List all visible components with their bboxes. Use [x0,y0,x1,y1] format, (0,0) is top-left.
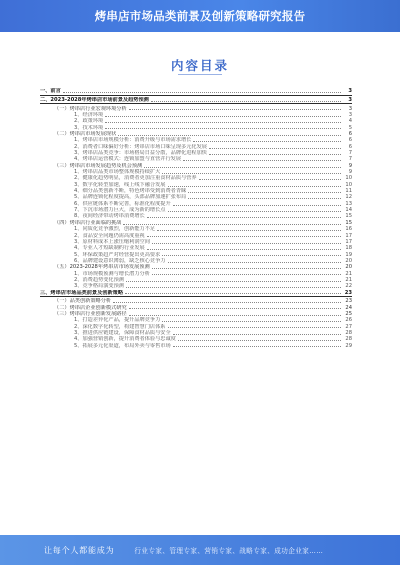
toc-entry-page-number: 12 [345,194,352,201]
toc-dot-leader [162,255,341,256]
toc-dot-leader [151,101,341,102]
toc-entry-label: 4、细分品类创新不断，特色烤串受到消费者青睐 [74,188,187,195]
table-of-contents [40,88,352,506]
toc-entry-page-number: 9 [348,169,352,176]
toc-entry-page-number: 21 [345,276,352,283]
toc-dot-leader [209,154,341,155]
toc-entry-page-number: 23 [345,298,352,305]
toc-entry-page-number: 21 [345,270,352,277]
toc-entry-label: 3、竞争格局演变预测 [74,283,124,290]
toc-dot-leader [199,179,341,180]
toc-dot-leader [144,167,341,168]
toc-entry-page-number: 19 [345,251,352,258]
footer-roles: 行业专家、管理专家、营销专家、战略专家、成功企业家…… [134,547,324,555]
toc-entry[interactable] [40,342,352,348]
toc-dot-leader [113,302,341,303]
toc-entry-label: 8、夜间经济带动烤串消费增长 [74,213,145,220]
toc-dot-leader [125,293,341,294]
footer-slogan: 让每个人都能成为 [44,545,115,555]
toc-dot-leader [209,148,341,149]
toc-dot-leader [173,334,341,335]
toc-entry-label: 3、烤串店品类竞争：市场格局日益分散，品牌化进程加快 [74,150,207,157]
toc-entry-page-number: 13 [345,200,352,207]
toc-dot-leader [105,116,341,117]
toc-entry-page-number: 14 [345,207,352,214]
toc-entry-label: （五）2023-2028年烤串店市场发展预测 [54,264,150,271]
toc-entry-page-number: 28 [345,336,352,343]
toc-entry-page-number: 15 [345,213,352,220]
toc-entry-page-number: 22 [345,283,352,290]
toc-dot-leader [147,217,341,218]
toc-entry-page-number: 6 [348,137,352,144]
toc-dot-leader [123,224,341,225]
toc-entry-label: 3、数字化转型加速，线上线下融合发展 [74,181,166,188]
toc-dot-leader [152,274,341,275]
toc-dot-leader [188,198,341,199]
footer-banner [0,535,400,565]
toc-entry-label: 2、政策环境 [74,118,104,125]
toc-dot-leader [168,262,342,263]
toc-dot-leader [63,92,341,93]
toc-dot-leader [188,192,341,193]
toc-entry-page-number: 24 [345,304,352,311]
chapter-divider [40,103,352,104]
toc-dot-leader [162,173,341,174]
toc-entry-label: 2、深化数字化转型，构建智慧门店体系 [74,323,166,330]
toc-entry-page-number: 4 [348,118,352,125]
toc-entry-page-number: 23 [344,289,352,296]
toc-entry-label: 1、烤串店品类市场整体规模持续扩大 [74,169,161,176]
toc-entry[interactable] [40,88,352,94]
toc-entry-page-number: 26 [345,317,352,324]
chapter-divider [40,296,352,297]
toc-dot-leader [152,268,341,269]
toc-entry-page-number: 29 [345,342,352,349]
toc-dot-leader [105,122,341,123]
toc-dot-leader [162,321,341,322]
toc-heading: 内容目录 [170,58,229,73]
chapter-divider [40,95,352,96]
toc-entry-label: （四）烤串店行业面临的挑战 [54,219,122,226]
toc-entry-page-number: 17 [345,232,352,239]
toc-entry-label: 1、市场规模预测与增长潜力分析 [74,270,150,277]
toc-entry-label: （二）烤串店企业创新模式研究 [54,304,127,311]
toc-entry-page-number: 3 [348,111,352,118]
toc-dot-leader [168,186,342,187]
toc-dot-leader [168,327,342,328]
toc-entry-label: 4、专业人才短缺制约行业发展 [74,245,145,252]
toc-entry-page-number: 11 [345,188,352,195]
toc-entry-label: 1、经济环境 [74,111,104,118]
toc-entry-page-number: 10 [345,181,352,188]
toc-entry[interactable] [40,289,352,295]
toc-entry-page-number: 7 [348,150,352,157]
toc-entry-label: 3、技术环境 [74,124,104,131]
toc-entry-label: 5、环保政策趋严对经营提出更高要求 [74,251,161,258]
toc-dot-leader [126,281,341,282]
toc-dot-leader [193,141,341,142]
toc-entry-page-number: 7 [348,156,352,163]
toc-entry-label: 5、拓展多元化渠道，布局外卖与零售市场 [74,342,171,349]
toc-entry-page-number: 3 [348,105,352,112]
toc-entry-label: 6、供应链体系不断完善，标准化程度提升 [74,200,171,207]
toc-entry-page-number: 6 [348,131,352,137]
toc-dot-leader [129,308,341,309]
toc-entry-label: 6、品牌建设意识薄弱，缺乏核心竞争力 [74,257,166,264]
toc-entry-page-number: 18 [345,245,352,252]
toc-entry-page-number: 25 [345,310,352,317]
toc-entry-page-number: 10 [345,175,352,182]
toc-entry-label: 二、2023-2028年烤串店市场前景及趋势预测 [40,96,149,103]
toc-entry-label: 2、健康化趋势明显，消费者更加注重食材品质与营养 [74,175,197,182]
toc-entry-label: （一）烤串店行业宏观环境分析 [54,105,127,112]
toc-entry-label: 4、烤串店运营模式：连锁加盟与直营并行发展 [74,156,182,163]
toc-entry-label: 1、烤串店市场规模分析：消费升级与市场需求增长 [74,137,192,144]
report-header-banner [0,0,400,32]
toc-entry[interactable] [40,97,352,103]
toc-entry-page-number: 20 [345,264,352,271]
toc-entry-page-number: 16 [345,226,352,233]
toc-entry-label: 三、烤串店市场品类前景及创新策略 [40,289,124,296]
toc-dot-leader [183,160,341,161]
toc-dot-leader [152,243,341,244]
toc-entry-page-number: 17 [345,238,352,245]
toc-entry-label: （二）烤串店市场发展现状 [54,131,117,137]
toc-entry-label: 7、下沉市场潜力巨大，成为新的增长点 [74,207,166,214]
toc-dot-leader [147,249,341,250]
toc-entry-label: 5、品牌连锁化程度提高，头部品牌加速扩张布局 [74,194,187,201]
toc-entry-page-number: 5 [348,124,352,131]
toc-dot-leader [178,340,341,341]
toc-entry-label: 2、消费趋势变化预测 [74,276,124,283]
toc-entry-label: （一）品类创新策略分析 [54,298,112,305]
toc-dot-leader [105,128,341,129]
toc-entry-page-number: 15 [345,219,352,226]
toc-dot-leader [157,230,341,231]
toc-entry-label: 1、同质化竞争激烈，创新能力不足 [74,226,156,233]
toc-entry-label: 一、前言 [40,88,61,95]
toc-dot-leader [126,287,341,288]
toc-entry-page-number: 9 [348,162,352,169]
toc-entry-label: 1、打造差异化产品，提升品牌竞争力 [74,317,161,324]
toc-dot-leader [173,346,341,347]
report-title: 烤串店市场品类前景及创新策略研究报告 [94,9,306,23]
toc-entry-label: 2、消费者口味偏好分析：烤串店市场口味呈现多元化发展 [74,143,207,150]
toc-dot-leader [129,315,341,316]
toc-entry-page-number: 28 [345,329,352,336]
toc-entry-label: 3、推进供应链建设，保障食材品质与安全 [74,329,171,336]
toc-entry-label: 2、食品安全问题仍需高度重视 [74,232,145,239]
toc-dot-leader [118,135,341,136]
toc-entry-page-number: 3 [348,88,352,95]
toc-entry-page-number: 20 [345,257,352,264]
toc-entry-label: 3、原材料成本上涨压缩利润空间 [74,238,150,245]
toc-entry-label: （三）烤串店行业创新发展路径 [54,310,127,317]
toc-entry-label: （三）烤串店市场发展趋势及机会预测 [54,162,143,169]
toc-dot-leader [168,211,342,212]
toc-dot-leader [147,236,341,237]
toc-heading-underline [178,74,222,75]
toc-dot-leader [129,109,341,110]
toc-entry-page-number: 6 [348,143,352,150]
toc-entry-page-number: 3 [348,96,352,103]
toc-dot-leader [173,205,341,206]
toc-entry-page-number: 27 [345,323,352,330]
toc-entry-label: 4、加强营销创新，提升消费者体验与忠诚度 [74,336,176,343]
